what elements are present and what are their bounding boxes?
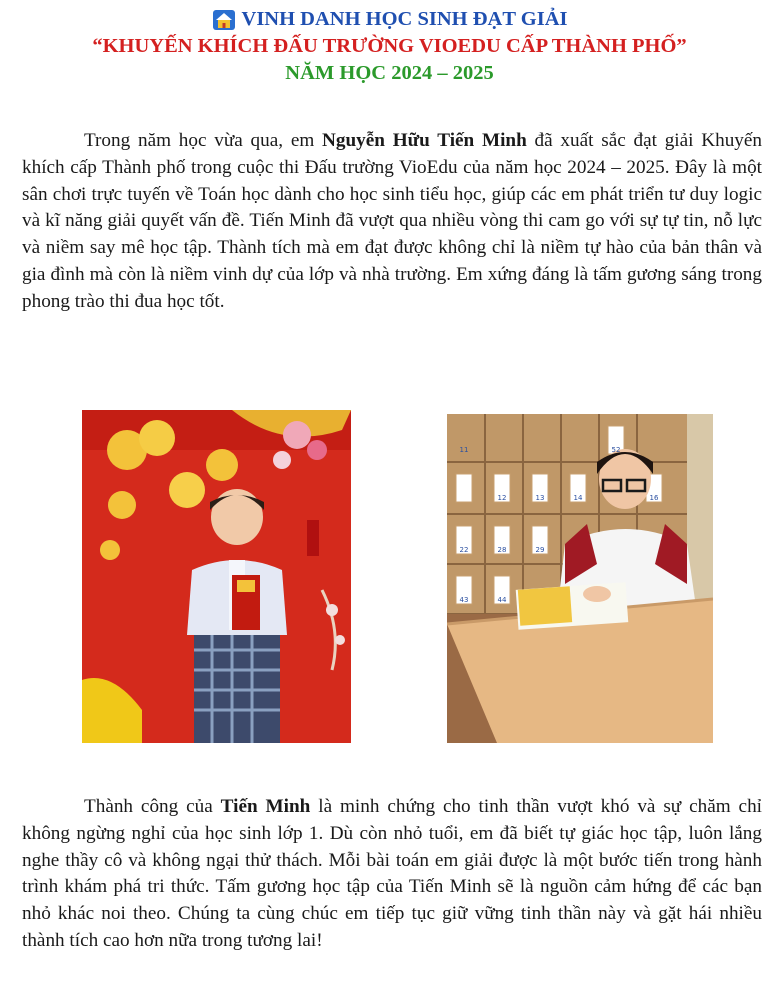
locker-label: 44	[497, 596, 507, 604]
locker-label: 29	[535, 546, 545, 554]
document-header	[0, 6, 779, 87]
student-name: Nguyễn Hữu Tiến Minh	[322, 130, 527, 151]
locker-label: 16	[649, 494, 659, 502]
title-line-2: “KHUYẾN KHÍCH ĐẤU TRƯỜNG VIOEDU CẤP THÀNH PHỐ”	[92, 35, 687, 57]
locker-label: 43	[459, 596, 469, 604]
paragraph-1-start: Trong năm học vừa qua, em	[84, 130, 323, 151]
paragraph-1-rest: đã xuất sắc đạt giải Khuyến khích cấp Thành phố trong cuộc thi Đấu trường VioEdu của năm học 2024 – 2025. Đây là một sân chơi trực tuyến về Toán học dành cho học sinh tiểu học, giúp các em phát triển tư duy logic và kĩ năng giải quyết vấn đề. Tiến Minh đã vượt qua nhiều vòng thi cam go với sự tự tin, nỗ lực và niềm say mê học tập. Thành tích mà em đạt được không chỉ là niềm tự hào của bản thân và gia đình mà còn là niềm vinh dự của lớp và nhà trường. Em xứng đáng là tấm gương sáng trong phong trào thi đua học tốt.	[22, 130, 762, 312]
paragraph-2	[22, 794, 762, 955]
paragraph-2-start: Thành công của	[84, 796, 221, 817]
title-line-1	[0, 6, 779, 33]
title-text-1: VINH DANH HỌC SINH ĐẠT GIẢI	[241, 8, 568, 30]
photo-student-at-desk	[447, 414, 713, 743]
paragraph-1	[22, 128, 762, 316]
photo-student-red-background	[82, 410, 351, 743]
paragraph-2-rest: là minh chứng cho tinh thần vượt khó và sự chăm chỉ không ngừng nghỉ của học sinh lớp 1. Dù còn nhỏ tuổi, em đã biết tự giác học tập, luôn lắng nghe thầy cô và không ngại thử thách. Mỗi bài toán em giải được là một bước tiến trong hành trình khám phá tri thức. Tấm gương học tập của Tiến Minh sẽ là nguồn cảm hứng để các bạn nhỏ khác noi theo. Chúng ta cùng chúc em tiếp tục giữ vững tinh thần này và gặt hái nhiều thành tích cao hơn nữa trong tương lai!	[22, 796, 763, 951]
locker-label: 13	[535, 494, 545, 502]
locker-label: 14	[573, 494, 583, 502]
locker-label: 12	[497, 494, 507, 502]
locker-label: 52	[611, 446, 621, 454]
title-line-3: NĂM HỌC 2024 – 2025	[285, 62, 494, 84]
locker-label: 28	[497, 546, 507, 554]
locker-label: 22	[459, 546, 469, 554]
student-name-short: Tiến Minh	[220, 796, 311, 817]
locker-label: 11	[459, 446, 469, 454]
school-icon	[212, 9, 236, 31]
